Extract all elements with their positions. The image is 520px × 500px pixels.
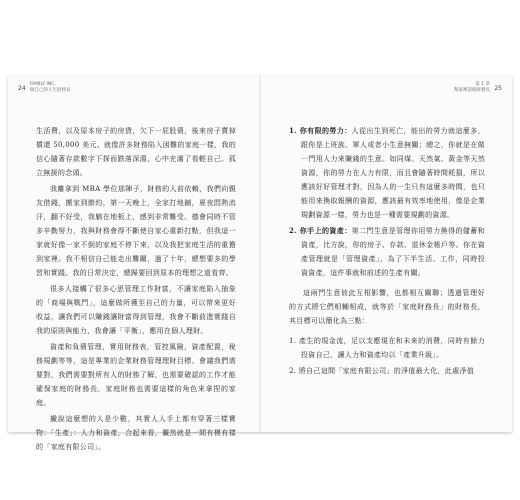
right-page-number: 25 [494, 85, 502, 92]
paragraph: 撇說這麼想的人是少數，其實人人手上都有穿著三樣寶物：「生產」：人力和資產，合起來看，儼然就是一間有模有樣的「家庭有限公司」。 [36, 415, 236, 451]
book-spread [8, 76, 512, 451]
left-running-head [30, 82, 71, 94]
paragraph: 這兩門生意彼此互相影響，也都相互關聯；透過管理好的方式將它們相輔相成，就等於「家庭財務長」的財務長，其目標可以簡化為三點： [289, 289, 485, 325]
item-text: 第二門生意是管理你用勞力換得的儲蓄和資產，比方說，你的房子、存款、退休金帳戶等。你在資產管理就是「管理資產」，為了下半生活、工作，同時投資資產，這件事就和前述的生產有關。 [301, 227, 485, 277]
right-page [261, 76, 512, 432]
item-text: 人從出生到死亡，能出的勞力就這麼多，跟你是上班族、軍人或者小生意無關；總之，你就是在做一門用人力來賺錢的生意。如同煤、天然氣、黃金等天然資源，你的勞力在人力有限，而且會隨著時間耗損，所以應該好好管理才對，因為人的一生只有這麼多時間，也只能用來換取報酬的資源，應該最有效率地使用，像是企業規劃資源一樣，勞力也是一種需要規劃的資源。 [301, 127, 485, 219]
paragraph: 我離拿到 MBA 學位那陣子，財務的人前依賴，我們向親友借錢，搬家到節約，第一天晚上，全家打地鋪，夏夜悶熱流汗，翻不好受，我躺在地板上，感到非常難受。德會同時不管多辛勤努力，我與財務會得不斷使自家心重新打點，但我這一家就好像一家不倒的家庭不停下來，以及我把家庭生活的重擔到家裡。我不相信自己能走出難關，過了十年，總想要多的學習和實踐。我的日常決定，總歸要回到原本的理想之道看齊。 [36, 185, 236, 277]
item-label: 2. 你手上的資產： [289, 226, 352, 235]
list-item: 2. 將自己這間「家庭有限公司」的淨值最大化，此處淨值 [289, 367, 475, 375]
running-head-chapter: 第 1 章 [475, 82, 490, 87]
running-head-en: FAMILY INC. [30, 82, 56, 87]
right-running-head [454, 82, 490, 94]
running-head-title: 幫家裡請個財務長 [454, 88, 490, 93]
left-page-number: 24 [18, 85, 26, 92]
paragraph: 生活費，以及原本房子的房貸，欠下一屁股債，後來房子賣掉償還 50,000 美元。就像許多財務陷入困難的家庭一樣，我的信心隨著存款數字下探而跌落深淵，心中充滿了看輕自己、孤立無援的念頭。 [36, 127, 236, 177]
left-body-text [36, 124, 236, 454]
list-item [289, 124, 485, 222]
paragraph: 很多人接觸了很多心思管理工作財富，不讓家庭陷入抽象的「商場與戰鬥」，這麼做所獲至自己的力量，可以帶來更好收益，讓我們可以賺錢讓財富得到管理，我會不斷前進實踐自我的原則與能力，我會讓「平衡」，應用在個人理財。 [36, 285, 236, 335]
paragraph: 資產和負債管理，實用財務表，管控風險，資產配置，稅務規劃等等，這是專業的企業財務管理理財目標。會議我們需要對，我們需要對所有人的財務了解，也需要確認的工作才能確保家庭的財務長，家庭財務也需要這樣的角色來拿捏的家庭。 [36, 343, 236, 407]
item-label: 1. 你有限的勞力： [289, 126, 352, 135]
list-item: 1. 產生的現金流，足以支應現在和未來的消費，同時有餘力投資自己，讓人力和資產均以「產業升級」。 [289, 337, 485, 359]
list-item [289, 224, 485, 280]
left-page [8, 76, 259, 451]
running-head-title: 做自己的人生財務長 [30, 88, 71, 93]
right-body-text [289, 124, 485, 380]
